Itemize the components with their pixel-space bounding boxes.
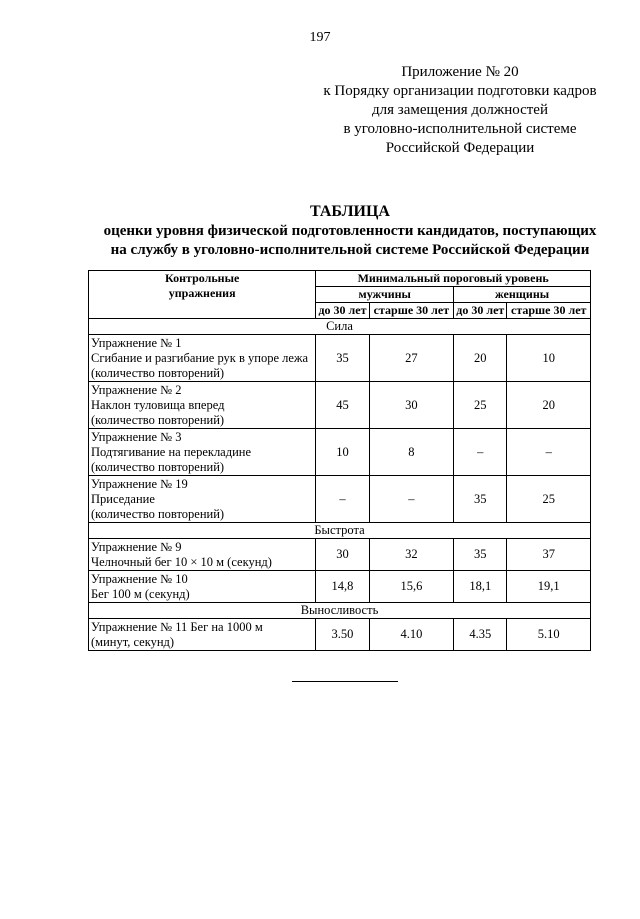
exercise-line: Упражнение № 3 [91, 429, 182, 444]
value-cell: 19,1 [507, 571, 591, 603]
value-cell: 45 [316, 382, 369, 429]
value-cell: 10 [316, 429, 369, 476]
header-exercises-line: Контрольные [165, 271, 240, 285]
value-cell: 3.50 [316, 619, 369, 651]
table-row [89, 335, 591, 382]
value-cell: 37 [507, 539, 591, 571]
section-row [89, 523, 591, 539]
value-cell: – [454, 429, 507, 476]
table-row [89, 571, 591, 603]
value-cell: 14,8 [316, 571, 369, 603]
appendix-line: Российской Федерации [385, 140, 535, 156]
title-heading: ТАБЛИЦА [310, 203, 390, 220]
header-men-over30: старше 30 лет [369, 303, 453, 319]
value-cell: 35 [454, 476, 507, 523]
exercise-line: Сгибание и разгибание рук в упоре лежа [91, 350, 309, 365]
value-cell: 10 [507, 335, 591, 382]
value-cell: – [369, 476, 453, 523]
appendix-block [300, 63, 620, 158]
value-cell: 32 [369, 539, 453, 571]
header-row [89, 271, 591, 287]
value-cell: – [507, 429, 591, 476]
value-cell: 20 [454, 335, 507, 382]
exercise-cell [89, 539, 316, 571]
value-cell: 15,6 [369, 571, 453, 603]
exercise-line: Подтягивание на перекладине [91, 444, 252, 459]
title-line: оценки уровня физической подготовленности кандидатов, поступающих [103, 223, 597, 239]
section-row [89, 319, 591, 335]
closing-rule [292, 681, 398, 682]
appendix-line: для замещения должностей [372, 102, 548, 118]
table-row [89, 539, 591, 571]
table-row [89, 619, 591, 651]
appendix-line: к Порядку организации подготовки кадров [323, 83, 597, 99]
exercise-cell [89, 429, 316, 476]
value-cell: 35 [454, 539, 507, 571]
exercise-line: Приседание [91, 491, 155, 506]
table-row [89, 476, 591, 523]
section-strength: Сила [89, 319, 591, 335]
title-line: на службу в уголовно-исполнительной системе Российской Федерации [110, 242, 590, 258]
header-exercises [89, 271, 316, 319]
exercise-line: Бег 100 м (секунд) [91, 586, 190, 601]
value-cell: 4.10 [369, 619, 453, 651]
exercise-line: Упражнение № 9 [91, 539, 182, 554]
section-speed: Быстрота [89, 523, 591, 539]
value-cell: 20 [507, 382, 591, 429]
header-min-level: Минимальный пороговый уровень [316, 271, 591, 287]
appendix-line: Приложение № 20 [401, 64, 519, 80]
value-cell: 30 [316, 539, 369, 571]
value-cell: 35 [316, 335, 369, 382]
value-cell: 4.35 [454, 619, 507, 651]
exercise-line: (количество повторений) [91, 459, 225, 474]
section-endurance: Выносливость [89, 603, 591, 619]
value-cell: – [316, 476, 369, 523]
header-men-under30: до 30 лет [316, 303, 369, 319]
exercise-line: Упражнение № 2 [91, 382, 182, 397]
value-cell: 25 [454, 382, 507, 429]
exercise-line: Упражнение № 19 [91, 476, 188, 491]
exercise-line: (количество повторений) [91, 412, 225, 427]
exercise-line: Упражнение № 1 [91, 335, 182, 350]
value-cell: 30 [369, 382, 453, 429]
header-men: мужчины [316, 287, 454, 303]
header-women: женщины [454, 287, 591, 303]
appendix-line: в уголовно-исполнительной системе [343, 121, 577, 137]
header-exercises-line: упражнения [168, 286, 236, 300]
exercise-cell [89, 335, 316, 382]
value-cell: 25 [507, 476, 591, 523]
section-row [89, 603, 591, 619]
exercise-line: (количество повторений) [91, 365, 225, 380]
exercise-line: Упражнение № 11 Бег на 1000 м [91, 619, 263, 634]
exercise-line: (количество повторений) [91, 506, 225, 521]
document-title [60, 202, 640, 260]
exercise-line: (минут, секунд) [91, 634, 175, 649]
exercise-cell [89, 382, 316, 429]
value-cell: 27 [369, 335, 453, 382]
exercise-line: Упражнение № 10 [91, 571, 188, 586]
table-row [89, 382, 591, 429]
value-cell: 8 [369, 429, 453, 476]
exercise-cell [89, 476, 316, 523]
exercise-cell [89, 619, 316, 651]
header-women-over30: старше 30 лет [507, 303, 591, 319]
standards-table [88, 270, 591, 651]
value-cell: 18,1 [454, 571, 507, 603]
exercise-line: Челночный бег 10 × 10 м (секунд) [91, 554, 272, 569]
exercise-cell [89, 571, 316, 603]
value-cell: 5.10 [507, 619, 591, 651]
table-row [89, 429, 591, 476]
page-number: 197 [309, 30, 331, 45]
header-women-under30: до 30 лет [454, 303, 507, 319]
exercise-line: Наклон туловища вперед [91, 397, 225, 412]
